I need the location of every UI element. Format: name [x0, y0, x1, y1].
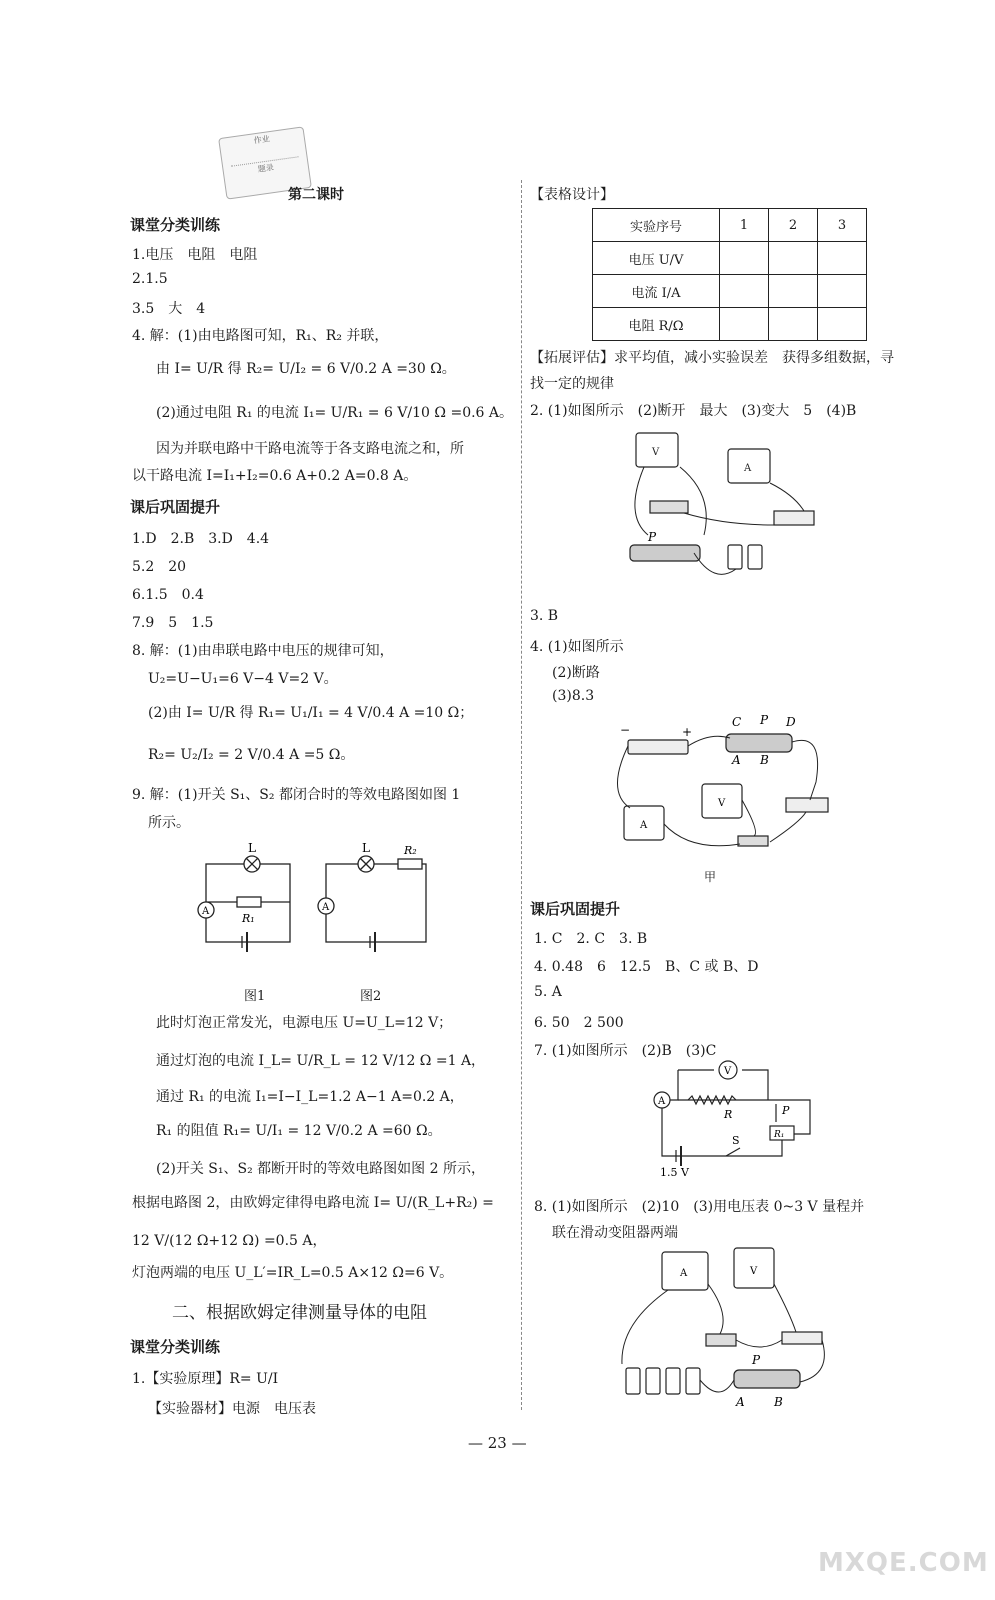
answer-line: 2. (1)如图所示 (2)断开 最大 (3)变大 5 (4)B: [530, 403, 857, 419]
label-B3: B: [774, 1395, 783, 1409]
table-cell: 电压 U/V: [593, 242, 720, 275]
table-cell: [720, 242, 769, 275]
label-A: A: [732, 753, 741, 767]
answer-line: 灯泡两端的电压 U_L′=IR_L=0.5 A×12 Ω=6 V。: [132, 1265, 454, 1281]
table-cell: [818, 275, 867, 308]
table-title: 【表格设计】: [530, 187, 614, 203]
table-cell: [769, 275, 818, 308]
formula-line: 12 V/(12 Ω+12 Ω) =0.5 A，: [132, 1233, 327, 1249]
label-S-q7: S: [732, 1134, 740, 1147]
voltmeter-label: V: [652, 447, 660, 458]
minus-sign: −: [620, 723, 631, 737]
circuit-fig1: [198, 856, 290, 952]
answer-line: 9. 解：(1)开关 S₁、S₂ 都闭合时的等效电路图如图 1: [132, 787, 461, 803]
stamp-text: 作业: [253, 134, 271, 146]
answer-line: 1.电压 电阻 电阻: [132, 247, 258, 263]
answer-line: 7. (1)如图所示 (2)B (3)C: [534, 1043, 717, 1059]
answer-line: 3.5 大 4: [132, 301, 206, 317]
label-L: L: [248, 841, 256, 855]
answer-line: (2)开关 S₁、S₂ 都断开时的等效电路图如图 2 所示，: [156, 1161, 485, 1177]
circuit-fig2: [318, 856, 426, 952]
chapter-title: 二、根据欧姆定律测量导体的电阻: [172, 1303, 427, 1323]
apparatus-figure-1: [624, 425, 824, 595]
label-R2: R₂: [404, 844, 417, 857]
answer-line: 4. 0.48 6 12.5 B、C 或 B、D: [534, 959, 759, 975]
column-divider: [521, 180, 522, 1410]
answer-line: 1.D 2.B 3.D 4.4: [132, 531, 270, 547]
table-cell: 2: [769, 209, 818, 242]
answer-line: 6. 50 2 500: [534, 1015, 624, 1031]
answer-line: 此时灯泡正常发光，电源电压 U=U_L=12 V；: [156, 1015, 453, 1031]
answer-line: (2)断路: [552, 665, 600, 681]
figure-caption: 图2: [360, 989, 382, 1004]
formula-line: (2)由 I= U/R 得 R₁= U₁/I₁ = 4 V/0.4 A =10 Ω；: [148, 705, 474, 721]
table-cell: 电阻 R/Ω: [593, 308, 720, 341]
formula-line: (2)通过电阻 R₁ 的电流 I₁= U/R₁ = 6 V/10 Ω =0.6 A。: [156, 405, 514, 421]
table-row: [593, 209, 867, 242]
answer-line: 7.9 5 1.5: [132, 615, 214, 631]
answer-line: 找一定的规律: [530, 376, 614, 392]
answer-line: U₂=U−U₁=6 V−4 V=2 V。: [148, 671, 338, 687]
answer-line: 1. C 2. C 3. B: [534, 931, 648, 947]
answer-line: 通过 R₁ 的电流 I₁=I−I_L=1.2 A−1 A=0.2 A，: [156, 1089, 464, 1105]
table-cell: 电流 I/A: [593, 275, 720, 308]
answer-line: 8. 解：(1)由串联电路中电压的规律可知，: [132, 643, 394, 659]
answer-line: 联在滑动变阻器两端: [552, 1225, 678, 1241]
lesson-title: 第二课时: [288, 187, 344, 203]
voltmeter-q7: V: [724, 1066, 732, 1077]
table-cell: 1: [720, 209, 769, 242]
label-15V: 1.5 V: [660, 1166, 689, 1178]
stamp-text-2: 题录: [257, 162, 275, 175]
apparatus-figure-2: [610, 712, 840, 862]
answer-line: 4. (1)如图所示: [530, 639, 624, 655]
label-P-q7: P: [782, 1104, 790, 1117]
voltmeter-label-3: V: [750, 1266, 758, 1277]
label-R1-q7: R₁: [774, 1130, 785, 1140]
answer-line: 4. 解：(1)由电路图可知，R₁、R₂ 并联，: [132, 328, 389, 344]
ammeter-label-3: A: [680, 1268, 688, 1279]
answer-line: 8. (1)如图所示 (2)10 (3)用电压表 0~3 V 量程并: [534, 1199, 865, 1215]
label-P: P: [648, 530, 657, 544]
formula-line: 由 I= U/R 得 R₂= U/I₂ = 6 V/0.2 A =30 Ω。: [156, 361, 456, 377]
table-cell: [720, 308, 769, 341]
circuit-figures: [190, 830, 450, 980]
table-row: [593, 275, 867, 308]
section-heading: 课堂分类训练: [130, 1338, 221, 1356]
label-R1: R₁: [242, 912, 255, 925]
label-R-q7: R: [724, 1108, 733, 1121]
voltmeter-label-2: V: [718, 798, 726, 809]
ammeter-label-2b: A: [640, 820, 648, 831]
formula-line: R₁ 的阻值 R₁= U/I₁ = 12 V/0.2 A =60 Ω。: [156, 1123, 442, 1139]
answer-line: (3)8.3: [552, 688, 595, 704]
table-cell: [818, 242, 867, 275]
answer-line: 3. B: [530, 608, 559, 624]
label-P3: P: [752, 1353, 761, 1367]
figure-caption: 图1: [244, 989, 266, 1004]
table-row: [593, 308, 867, 341]
figure-caption: 甲: [704, 870, 717, 884]
answer-line: 因为并联电路中干路电流等于各支路电流之和，所: [156, 441, 464, 457]
answer-line: 所示。: [148, 815, 190, 831]
ammeter-label-1: A: [202, 906, 210, 917]
ammeter-q7: A: [658, 1096, 666, 1107]
answer-line: 【拓展评估】求平均值，减小实验误差 获得多组数据，寻: [530, 350, 894, 366]
formula-line: 根据电路图 2，由欧姆定律得电路电流 I= U/(R_L+R₂) =: [132, 1195, 494, 1211]
formula-line: 通过灯泡的电流 I_L= U/R_L = 12 V/12 Ω =1 A，: [156, 1053, 486, 1069]
answer-line: 6.1.5 0.4: [132, 587, 204, 603]
table-cell: [720, 275, 769, 308]
circuit-q7: [648, 1060, 828, 1178]
answer-line: 以干路电流 I=I₁+I₂=0.6 A+0.2 A=0.8 A。: [132, 468, 418, 484]
label-P2: P: [760, 713, 769, 727]
apparatus-figure-3: [610, 1244, 840, 1414]
label-C: C: [732, 715, 742, 729]
answer-line: 5.2 20: [132, 559, 187, 575]
watermark: MXQE.COM: [818, 1548, 989, 1578]
table-cell: [769, 242, 818, 275]
data-table: [592, 208, 867, 341]
answer-line: 【实验器材】电源 电压表: [148, 1401, 316, 1417]
section-heading: 课后巩固提升: [130, 498, 221, 516]
answer-line: 5. A: [534, 984, 562, 1000]
table-cell: 实验序号: [593, 209, 720, 242]
page-number: — 23 —: [468, 1434, 527, 1452]
label-A3: A: [736, 1395, 745, 1409]
plus-sign: +: [682, 725, 693, 739]
table-cell: [769, 308, 818, 341]
section-heading: 课堂分类训练: [130, 216, 221, 234]
ammeter-label-2: A: [322, 902, 330, 913]
section-heading: 课后巩固提升: [530, 900, 621, 918]
formula-line: R₂= U₂/I₂ = 2 V/0.4 A =5 Ω。: [148, 747, 355, 763]
table-cell: [818, 308, 867, 341]
label-L2: L: [362, 841, 370, 855]
label-B: B: [760, 753, 769, 767]
label-D: D: [786, 715, 796, 729]
table-cell: 3: [818, 209, 867, 242]
answer-line: 2.1.5: [132, 271, 168, 287]
formula-line: 1.【实验原理】R= U/I: [132, 1371, 279, 1387]
table-row: [593, 242, 867, 275]
ammeter-label: A: [744, 463, 752, 474]
